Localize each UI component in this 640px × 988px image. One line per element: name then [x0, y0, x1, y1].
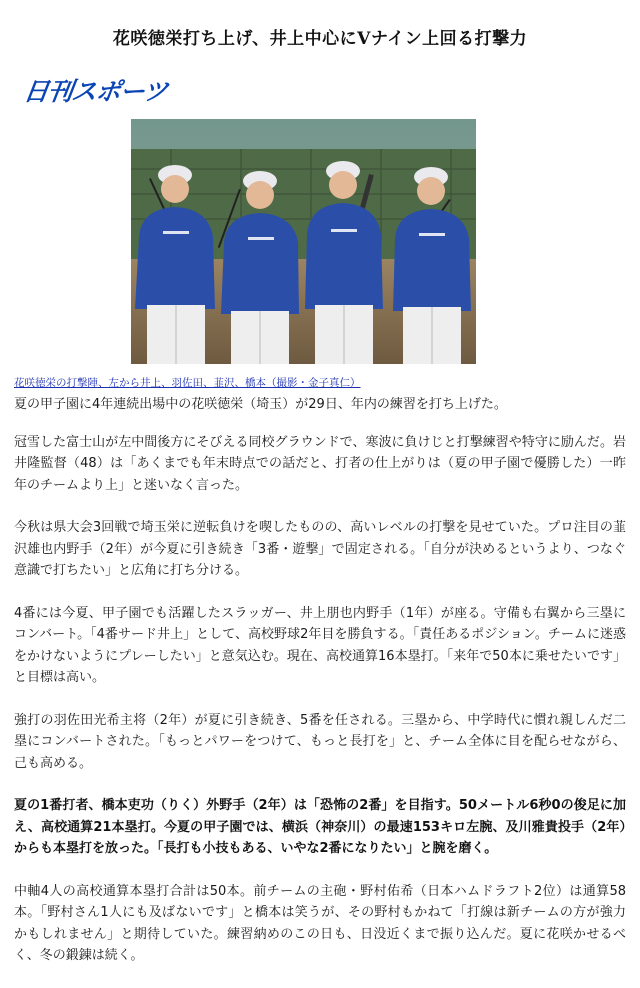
nikkan-sports-logo: 日刊スポーツ: [21, 77, 169, 106]
article-body: [14, 394, 626, 988]
article-paragraph-bold: 夏の1番打者、橋本吏功（りく）外野手（2年）は「恐怖の2番」を目指す。50メートル6秒0の俊足に加え、高校通算21本塁打。今夏の甲子園では、横浜（神奈川）の最速153キロ左腕、及川雅貴投手（2年）からも本塁打を放った。「長打も小技もある、いやな2番になりたい」と腕を磨く。: [14, 798, 626, 856]
article-paragraph: 夏の甲子園に4年連続出場中の花咲徳栄（埼玉）が29日、年内の練習を打ち上げた。: [14, 397, 507, 412]
article-paragraph: 4番には今夏、甲子園でも活躍したスラッガー、井上朋也内野手（1年）が座る。守備も右翼から三塁にコンバート。「4番サード井上」として、高校野球2年目を勝負する。「責任あるポジション。チームに迷惑をかけないようにプレーしたい」と意気込む。現在、高校通算16本塁打。「来年で50本に乗せたいです」と目標は高い。: [14, 605, 626, 685]
team-photo: [131, 119, 476, 364]
article-headline: 花咲徳栄打ち上げ、井上中心にVナイン上回る打撃力: [112, 29, 528, 49]
photo-caption[interactable]: 花咲徳栄の打撃陣、左から井上、羽佐田、韮沢、橋本（撮影・金子真仁）: [14, 377, 361, 389]
article-paragraph: 今秋は県大会3回戦で埼玉栄に逆転負けを喫したものの、高いレベルの打撃を見せていた。プロ注目の韮沢雄也内野手（2年）が今夏に引き続き「3番・遊撃」で固定される。「自分が決めるというより、つなぐ意識で打ちたい」と広角に打ち分ける。: [14, 520, 626, 578]
article-paragraph: 強打の羽佐田光希主将（2年）が夏に引き続き、5番を任される。三塁から、中学時代に慣れ親しんだ二塁にコンバートされた。「もっとパワーをつけて、もっと長打を」と、チーム全体に目を配らせながら、己も高める。: [14, 712, 626, 771]
article-paragraph: 冠雪した富士山が左中間後方にそびえる同校グラウンドで、寒波に負けじと打撃練習や特守に励んだ。岩井隆監督（48）は「あくまでも年末時点での話だと、打者の仕上がりは（夏の甲子園で優勝した）一昨年のチームより上」と迷いなく言った。: [14, 434, 626, 493]
article-paragraph: 中軸4人の高校通算本塁打合計は50本。前チームの主砲・野村佑希（日本ハムドラフト2位）は通算58本。「野村さん1人にも及ばないです」と橋本は笑うが、その野村もかねて「打線は新チームの方が強力かもしれません」と期待していた。練習納めのこの日も、日没近くまで振り込んだ。夏に花咲かせるべく、冬の鍛錬は続く。: [14, 883, 626, 963]
